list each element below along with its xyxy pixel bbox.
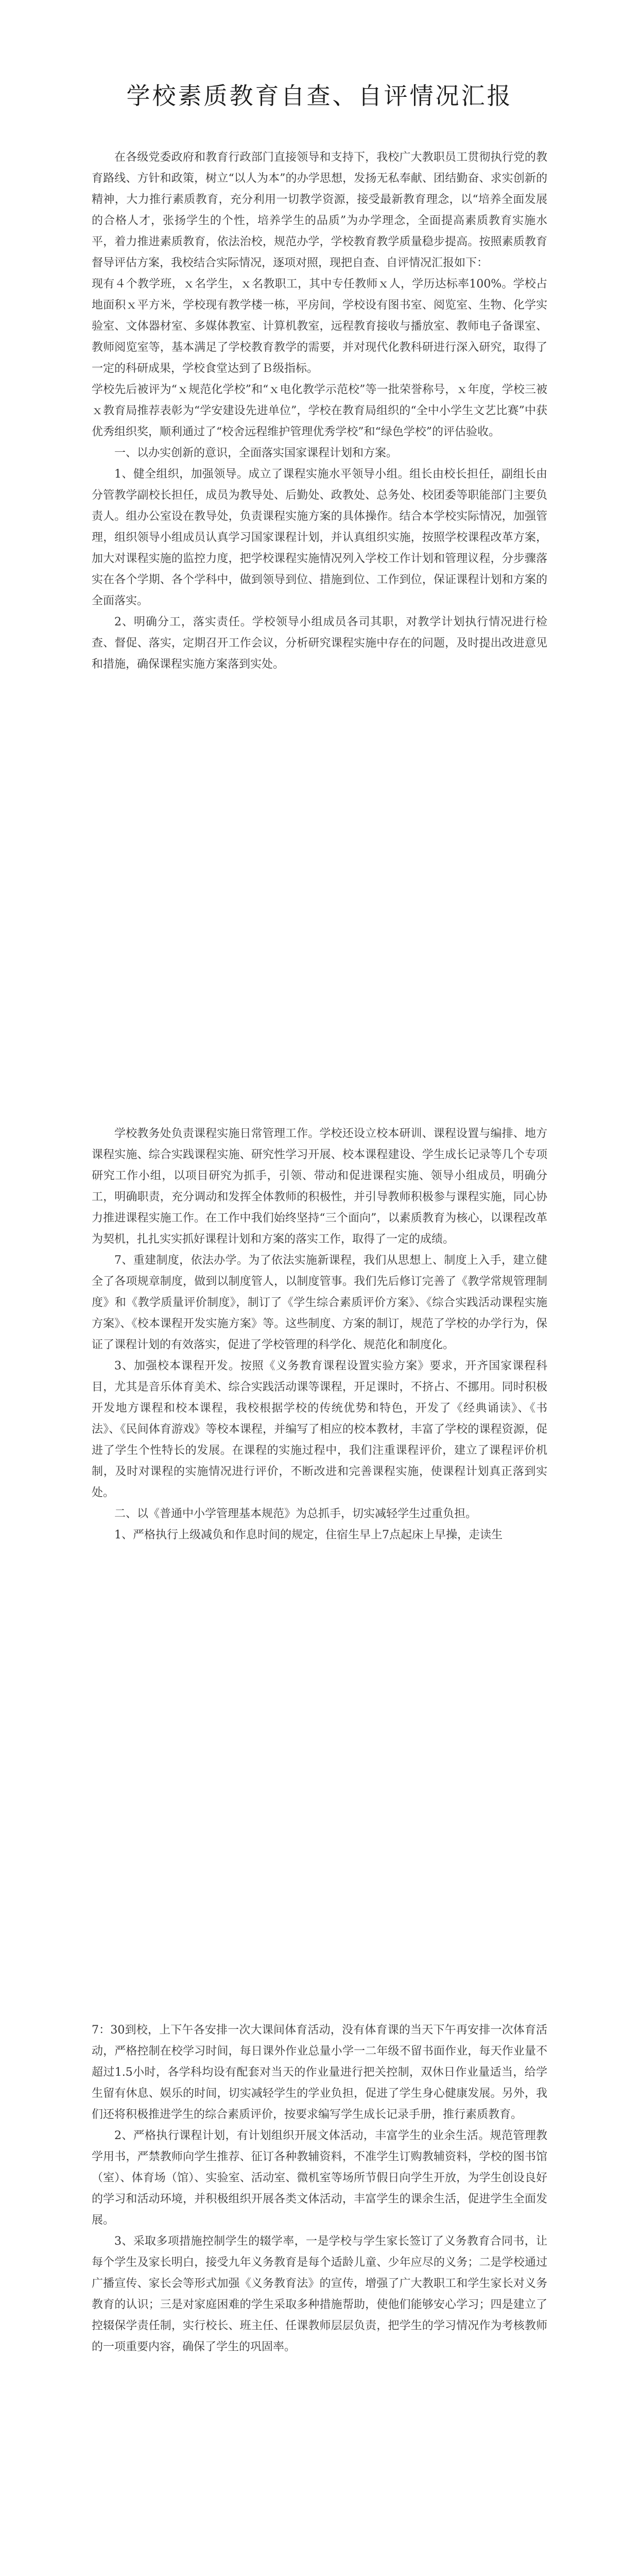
paragraph: 学校教务处负责课程实施日常管理工作。学校还设立校本研训、课程设置与编排、地方课程实施、综合实践课程实施、研究性学习开展、校本课程建设、学生成长记录等几个专项研究工作小组，以项目研究为抓手，引领、带动和促进课程实施、领导小组成员，明确分工，明确职责，充分调动和发挥全体教师的积极性，并引导教师积极参与课程实施，同心协力推进课程实施工作。在工作中我们始终坚持“三个面向”，以素质教育为核心，以课程改革为契机，扎扎实实抓好课程计划和方案的落实工作，取得了一定的成绩。: [92, 1127, 547, 1246]
paragraph: 2、严格执行课程计划，有计划组织开展文体活动，丰富学生的业余生活。规范管理教学用书，严禁教师向学生推荐、征订各种教辅资料，不准学生订购教辅资料，学校的图书馆（室）、体育场（馆）、实验室、活动室、微机室等场所节假日向学生开放，为学生创设良好的学习和活动环境，并积极组织开展各类文体活动，丰富学生的课余生活，促进学生全面发展。: [92, 2129, 547, 2227]
section-heading: 一、以办实创新的意识，全面落实国家课程计划和方案。: [114, 447, 398, 460]
page-title: 学校素质教育自查、自评情况汇报: [126, 82, 513, 110]
section-1: [92, 147, 547, 675]
paragraph: 1、严格执行上级减负和作息时间的规定，住宿生早上7点起床上早操，走读生: [114, 1529, 503, 1541]
paragraph: 现有４个教学班，ｘ名学生，ｘ名教职工，其中专任教师ｘ人，学历达标率100%。学校占地面积ｘ平方米，学校现有教学楼一栋，平房间，学校设有图书室、阅览室、生物、化学实验室、文体器材室、多媒体教室、计算机教室，远程教育接收与播放室、教师电子备课室、教师阅览室等，基本满足了学校教育教学的需要，并对现代化教科研进行深入研究，取得了一定的科研成果，学校食堂达到了Ｂ级指标。: [92, 278, 547, 375]
paragraph: 3、加强校本课程开发。按照《义务教育课程设置实验方案》要求，开齐国家课程科目，尤其是音乐体育美术、综合实践活动课等课程，开足课时，不挤占、不挪用。同时积极开发地方课程和校本课程，我校根据学校的传统优势和特色，开发了《经典诵读》、《书法》、《民间体育游戏》等校本课程，并编写了相应的校本教材，丰富了学校的课程资源，促进了学生个性特长的发展。在课程的实施过程中，我们注重课程评价，建立了课程评价机制，及时对课程的实施情况进行评价，不断改进和完善课程实施，使课程计划真正落到实处。: [92, 1360, 547, 1499]
section-heading: 二、以《普通中小学管理基本规范》为总抓手，切实减轻学生过重负担。: [114, 1507, 477, 1520]
section-3: [92, 2020, 547, 2358]
section-2: [92, 1123, 547, 1546]
paragraph: 1、健全组织，加强领导。成立了课程实施水平领导小组。组长由校长担任，副组长由分管教学副校长担任，成员为教导处、后勤处、政教处、总务处、校团委等职能部门主要负责人。组办公室设在教导处，负责课程实施方案的具体操作。结合本学校实际情况，加强管理，组织领导小组成员认真学习国家课程计划，并认真组织实施，按照学校课程改革方案，加大对课程实施的监控力度，把学校课程实施情况列入学校工作计划和管理议程，分步骤落实在各个学期、各个学科中，做到领导到位、措施到位、工作到位，保证课程计划和方案的全面落实。: [92, 468, 547, 607]
paragraph: 2、明确分工，落实责任。学校领导小组成员各司其职，对教学计划执行情况进行检查、督促、落实，定期召开工作会议，分析研究课程实施中存在的问题，及时提出改进意见和措施，确保课程实施方案落到实处。: [92, 616, 547, 671]
paragraph: 7、重建制度，依法办学。为了依法实施新课程，我们从思想上、制度上入手，建立健全了各项规章制度，做到以制度管人，以制度管事。我们先后修订完善了《教学常规管理制度》和《教学质量评价制度》，制订了《学生综合素质评价方案》、《综合实践活动课程实施方案》、《校本课程开发实施方案》等。这些制度、方案的制订，规范了学校的办学行为，保证了课程计划的有效落实，促进了学校管理的科学化、规范化和制度化。: [92, 1254, 547, 1351]
paragraph: 在各级党委政府和教育行政部门直接领导和支持下，我校广大教职员工贯彻执行党的教育路线、方针和政策，树立“以人为本”的办学思想，发扬无私奉献、团结勤奋、求实创新的精神，大力推行素质教育，充分利用一切教学资源，接受最新教育理念，以“培养全面发展的合格人才，张扬学生的个性，培养学生的品质”为办学理念，全面提高素质教育实施水平，着力推进素质教育，依法治校，规范办学，学校教育教学质量稳步提高。按照素质教育督导评估方案，我校结合实际情况，逐项对照，现把自查、自评情况汇报如下：: [92, 151, 548, 269]
paragraph: 学校先后被评为“ｘ规范化学校”和“ｘ电化教学示范校”等一批荣誉称号，ｘ年度，学校三被ｘ教育局推荐表彰为“学安建设先进单位”，学校在教育局组织的“全中小学生文艺比赛”中获优秀组织奖，顺利通过了“校舍远程维护管理优秀学校”和“绿色学校”的评估验收。: [92, 383, 547, 438]
paragraph: 7：30到校，上下午各安排一次大课间体育活动，没有体育课的当天下午再安排一次体育活动，严格控制在校学习时间，每日课外作业总量小学一二年级不留书面作业，每天作业量不超过1.5小时，各学科均设有配套对当天的作业量进行把关控制，双休日作业量适当，给学生留有休息、娱乐的时间，切实减轻学生的学业负担，促进了学生身心健康发展。另外，我们还将积极推进学生的综合素质评价，按要求编写学生成长记录手册，推行素质教育。: [92, 2024, 547, 2121]
paragraph: 3、采取多项措施控制学生的辍学率，一是学校与学生家长签订了义务教育合同书，让每个学生及家长明白，接受九年义务教育是每个适龄儿童、少年应尽的义务；二是学校通过广播宣传、家长会等形式加强《义务教育法》的宣传，增强了广大教职工和学生家长对义务教育的认识；三是对家庭困难的学生采取多种措施帮助，使他们能够安心学习；四是建立了控辍保学责任制，实行校长、班主任、任课教师层层负责，把学生的学习情况作为考核教师的一项重要内容，确保了学生的巩固率。: [92, 2235, 547, 2353]
